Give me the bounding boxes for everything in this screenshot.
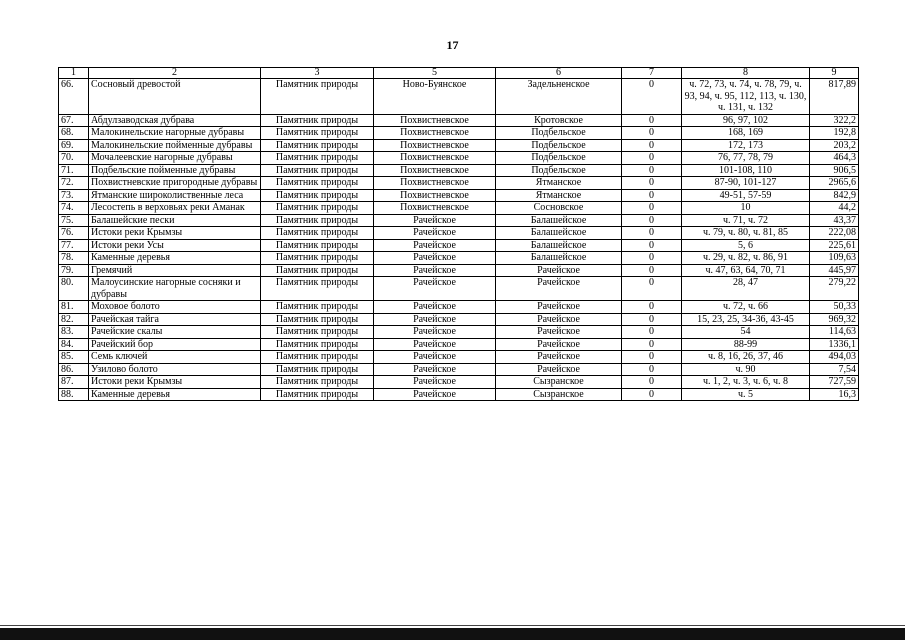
locality-cell: Ново-Буянское [374, 79, 496, 115]
locality-cell: Рачейское [374, 227, 496, 240]
quarters-cell: 5, 6 [682, 239, 810, 252]
area-cell: 109,63 [810, 252, 859, 265]
table-row [59, 388, 859, 401]
locality-cell: Рачейское [374, 388, 496, 401]
area-cell: 1336,1 [810, 338, 859, 351]
table-row [59, 264, 859, 277]
site-name-cell: Узилово болото [89, 363, 261, 376]
quarters-cell: 28, 47 [682, 277, 810, 301]
forestry-cell: Подбельское [496, 164, 622, 177]
quarters-cell: 172, 173 [682, 139, 810, 152]
locality-cell: Похвистневское [374, 164, 496, 177]
column-7-value-cell: 0 [622, 239, 682, 252]
site-name-cell: Истоки реки Усы [89, 239, 261, 252]
row-number-cell: 72. [59, 177, 89, 190]
category-cell: Памятник природы [261, 189, 374, 202]
site-name-cell: Малоусинские нагорные сосняки и дубравы [89, 277, 261, 301]
category-cell: Памятник природы [261, 202, 374, 215]
column-7-value-cell: 0 [622, 313, 682, 326]
quarters-cell: ч. 8, 16, 26, 37, 46 [682, 351, 810, 364]
area-cell: 225,61 [810, 239, 859, 252]
site-name-cell: Семь ключей [89, 351, 261, 364]
category-cell: Памятник природы [261, 152, 374, 165]
column-header-3: 3 [261, 68, 374, 79]
row-number-cell: 78. [59, 252, 89, 265]
table-row [59, 114, 859, 127]
table-row [59, 164, 859, 177]
row-number-cell: 87. [59, 376, 89, 389]
locality-cell: Похвистневское [374, 189, 496, 202]
category-cell: Памятник природы [261, 264, 374, 277]
table-row [59, 214, 859, 227]
locality-cell: Рачейское [374, 313, 496, 326]
locality-cell: Рачейское [374, 326, 496, 339]
forestry-cell: Подбельское [496, 127, 622, 140]
row-number-cell: 71. [59, 164, 89, 177]
area-cell: 445,97 [810, 264, 859, 277]
site-name-cell: Рачейская тайга [89, 313, 261, 326]
area-cell: 494,03 [810, 351, 859, 364]
forestry-cell: Рачейское [496, 363, 622, 376]
site-name-cell: Малокинельские нагорные дубравы [89, 127, 261, 140]
locality-cell: Рачейское [374, 338, 496, 351]
area-cell: 727,59 [810, 376, 859, 389]
category-cell: Памятник природы [261, 164, 374, 177]
locality-cell: Рачейское [374, 351, 496, 364]
column-7-value-cell: 0 [622, 114, 682, 127]
column-header-6: 7 [622, 68, 682, 79]
forestry-cell: Сосновское [496, 202, 622, 215]
column-7-value-cell: 0 [622, 214, 682, 227]
quarters-cell: ч. 29, ч. 82, ч. 86, 91 [682, 252, 810, 265]
column-7-value-cell: 0 [622, 202, 682, 215]
table-row [59, 227, 859, 240]
row-number-cell: 77. [59, 239, 89, 252]
locality-cell: Рачейское [374, 363, 496, 376]
site-name-cell: Сосновый древостой [89, 79, 261, 115]
site-name-cell: Истоки реки Крымзы [89, 376, 261, 389]
table-row [59, 177, 859, 190]
table-row [59, 376, 859, 389]
forestry-cell: Рачейское [496, 277, 622, 301]
table-row [59, 313, 859, 326]
column-header-8: 9 [810, 68, 859, 79]
column-header-7: 8 [682, 68, 810, 79]
quarters-cell: ч. 71, ч. 72 [682, 214, 810, 227]
category-cell: Памятник природы [261, 313, 374, 326]
forestry-cell: Задельненское [496, 79, 622, 115]
quarters-cell: ч. 47, 63, 64, 70, 71 [682, 264, 810, 277]
quarters-cell: ч. 5 [682, 388, 810, 401]
quarters-cell: 168, 169 [682, 127, 810, 140]
area-cell: 322,2 [810, 114, 859, 127]
forestry-cell: Рачейское [496, 301, 622, 314]
table-row [59, 239, 859, 252]
forestry-cell: Ятманское [496, 177, 622, 190]
area-cell: 114,63 [810, 326, 859, 339]
row-number-cell: 68. [59, 127, 89, 140]
forestry-cell: Рачейское [496, 338, 622, 351]
category-cell: Памятник природы [261, 177, 374, 190]
column-7-value-cell: 0 [622, 164, 682, 177]
column-7-value-cell: 0 [622, 79, 682, 115]
site-name-cell: Малокинельские пойменные дубравы [89, 139, 261, 152]
quarters-cell: 15, 23, 25, 34-36, 43-45 [682, 313, 810, 326]
table-row [59, 351, 859, 364]
column-header-1: 1 [59, 68, 89, 79]
forestry-cell: Сызранское [496, 376, 622, 389]
category-cell: Памятник природы [261, 79, 374, 115]
quarters-cell: ч. 72, 73, ч. 74, ч. 78, 79, ч. 93, 94, ч. 95, 112, 113, ч. 130, ч. 131, ч. 132 [682, 79, 810, 115]
site-name-cell: Рачейский бор [89, 338, 261, 351]
row-number-cell: 88. [59, 388, 89, 401]
column-7-value-cell: 0 [622, 252, 682, 265]
site-name-cell: Лесостепь в верховьях реки Аманак [89, 202, 261, 215]
protected-areas-table [58, 67, 859, 401]
column-7-value-cell: 0 [622, 277, 682, 301]
quarters-cell: 96, 97, 102 [682, 114, 810, 127]
table-header [59, 68, 859, 79]
site-name-cell: Моховое болото [89, 301, 261, 314]
row-number-cell: 81. [59, 301, 89, 314]
area-cell: 192,8 [810, 127, 859, 140]
table-row [59, 127, 859, 140]
forestry-cell: Рачейское [496, 326, 622, 339]
forestry-cell: Подбельское [496, 139, 622, 152]
category-cell: Памятник природы [261, 214, 374, 227]
area-cell: 7,54 [810, 363, 859, 376]
column-7-value-cell: 0 [622, 388, 682, 401]
category-cell: Памятник природы [261, 351, 374, 364]
column-header-4: 5 [374, 68, 496, 79]
column-7-value-cell: 0 [622, 376, 682, 389]
quarters-cell: ч. 90 [682, 363, 810, 376]
category-cell: Памятник природы [261, 301, 374, 314]
quarters-cell: ч. 79, ч. 80, ч. 81, 85 [682, 227, 810, 240]
column-7-value-cell: 0 [622, 139, 682, 152]
quarters-cell: 101-108, 110 [682, 164, 810, 177]
row-number-cell: 70. [59, 152, 89, 165]
locality-cell: Рачейское [374, 239, 496, 252]
site-name-cell: Абдулзаводская дубрава [89, 114, 261, 127]
table-row [59, 363, 859, 376]
site-name-cell: Ятманские широколиственные леса [89, 189, 261, 202]
column-7-value-cell: 0 [622, 189, 682, 202]
area-cell: 906,5 [810, 164, 859, 177]
area-cell: 279,22 [810, 277, 859, 301]
locality-cell: Похвистневское [374, 127, 496, 140]
category-cell: Памятник природы [261, 388, 374, 401]
area-cell: 817,89 [810, 79, 859, 115]
category-cell: Памятник природы [261, 338, 374, 351]
category-cell: Памятник природы [261, 239, 374, 252]
row-number-cell: 69. [59, 139, 89, 152]
row-number-cell: 83. [59, 326, 89, 339]
column-7-value-cell: 0 [622, 338, 682, 351]
locality-cell: Рачейское [374, 376, 496, 389]
column-7-value-cell: 0 [622, 127, 682, 140]
table-row [59, 277, 859, 301]
row-number-cell: 80. [59, 277, 89, 301]
column-7-value-cell: 0 [622, 351, 682, 364]
site-name-cell: Каменные деревья [89, 252, 261, 265]
forestry-cell: Рачейское [496, 313, 622, 326]
category-cell: Памятник природы [261, 139, 374, 152]
area-cell: 16,3 [810, 388, 859, 401]
row-number-cell: 75. [59, 214, 89, 227]
site-name-cell: Подбельские пойменные дубравы [89, 164, 261, 177]
quarters-cell: 10 [682, 202, 810, 215]
site-name-cell: Мочалеевские нагорные дубравы [89, 152, 261, 165]
row-number-cell: 66. [59, 79, 89, 115]
quarters-cell: 88-99 [682, 338, 810, 351]
site-name-cell: Каменные деревья [89, 388, 261, 401]
table-row [59, 252, 859, 265]
column-header-5: 6 [496, 68, 622, 79]
forestry-cell: Рачейское [496, 351, 622, 364]
category-cell: Памятник природы [261, 127, 374, 140]
quarters-cell: 54 [682, 326, 810, 339]
quarters-cell: ч. 72, ч. 66 [682, 301, 810, 314]
page-number: 17 [446, 38, 459, 52]
column-7-value-cell: 0 [622, 301, 682, 314]
table-row [59, 79, 859, 115]
site-name-cell: Гремячий [89, 264, 261, 277]
forestry-cell: Ятманское [496, 189, 622, 202]
column-header-2: 2 [89, 68, 261, 79]
forestry-cell: Подбельское [496, 152, 622, 165]
row-number-cell: 79. [59, 264, 89, 277]
header-row [59, 68, 859, 79]
table-body [59, 79, 859, 401]
category-cell: Памятник природы [261, 363, 374, 376]
category-cell: Памятник природы [261, 277, 374, 301]
area-cell: 50,33 [810, 301, 859, 314]
forestry-cell: Рачейское [496, 264, 622, 277]
locality-cell: Похвистневское [374, 139, 496, 152]
area-cell: 969,32 [810, 313, 859, 326]
forestry-cell: Балашейское [496, 252, 622, 265]
table-row [59, 152, 859, 165]
table-row [59, 139, 859, 152]
column-7-value-cell: 0 [622, 227, 682, 240]
area-cell: 842,9 [810, 189, 859, 202]
site-name-cell: Истоки реки Крымзы [89, 227, 261, 240]
locality-cell: Похвистневское [374, 177, 496, 190]
scan-bottom-border [0, 628, 905, 640]
area-cell: 43,37 [810, 214, 859, 227]
site-name-cell: Похвистневские пригородные дубравы [89, 177, 261, 190]
table-row [59, 301, 859, 314]
locality-cell: Рачейское [374, 264, 496, 277]
site-name-cell: Балашейские пески [89, 214, 261, 227]
area-cell: 464,3 [810, 152, 859, 165]
table-row [59, 338, 859, 351]
row-number-cell: 73. [59, 189, 89, 202]
table-row [59, 202, 859, 215]
row-number-cell: 67. [59, 114, 89, 127]
category-cell: Памятник природы [261, 114, 374, 127]
locality-cell: Рачейское [374, 252, 496, 265]
row-number-cell: 74. [59, 202, 89, 215]
column-7-value-cell: 0 [622, 326, 682, 339]
forestry-cell: Балашейское [496, 239, 622, 252]
row-number-cell: 82. [59, 313, 89, 326]
area-cell: 203,2 [810, 139, 859, 152]
column-7-value-cell: 0 [622, 152, 682, 165]
forestry-cell: Балашейское [496, 227, 622, 240]
locality-cell: Похвистневское [374, 114, 496, 127]
quarters-cell: 49-51, 57-59 [682, 189, 810, 202]
row-number-cell: 84. [59, 338, 89, 351]
locality-cell: Похвистневское [374, 152, 496, 165]
area-cell: 2965,6 [810, 177, 859, 190]
category-cell: Памятник природы [261, 252, 374, 265]
row-number-cell: 86. [59, 363, 89, 376]
locality-cell: Похвистневское [374, 202, 496, 215]
area-cell: 222,08 [810, 227, 859, 240]
row-number-cell: 76. [59, 227, 89, 240]
category-cell: Памятник природы [261, 376, 374, 389]
locality-cell: Рачейское [374, 277, 496, 301]
quarters-cell: ч. 1, 2, ч. 3, ч. 6, ч. 8 [682, 376, 810, 389]
area-cell: 44,2 [810, 202, 859, 215]
table-row [59, 326, 859, 339]
category-cell: Памятник природы [261, 227, 374, 240]
column-7-value-cell: 0 [622, 177, 682, 190]
row-number-cell: 85. [59, 351, 89, 364]
locality-cell: Рачейское [374, 301, 496, 314]
forestry-cell: Балашейское [496, 214, 622, 227]
column-7-value-cell: 0 [622, 264, 682, 277]
site-name-cell: Рачейские скалы [89, 326, 261, 339]
scan-edge-line [0, 625, 905, 626]
forestry-cell: Кротовское [496, 114, 622, 127]
locality-cell: Рачейское [374, 214, 496, 227]
quarters-cell: 76, 77, 78, 79 [682, 152, 810, 165]
column-7-value-cell: 0 [622, 363, 682, 376]
category-cell: Памятник природы [261, 326, 374, 339]
table-row [59, 189, 859, 202]
forestry-cell: Сызранское [496, 388, 622, 401]
quarters-cell: 87-90, 101-127 [682, 177, 810, 190]
